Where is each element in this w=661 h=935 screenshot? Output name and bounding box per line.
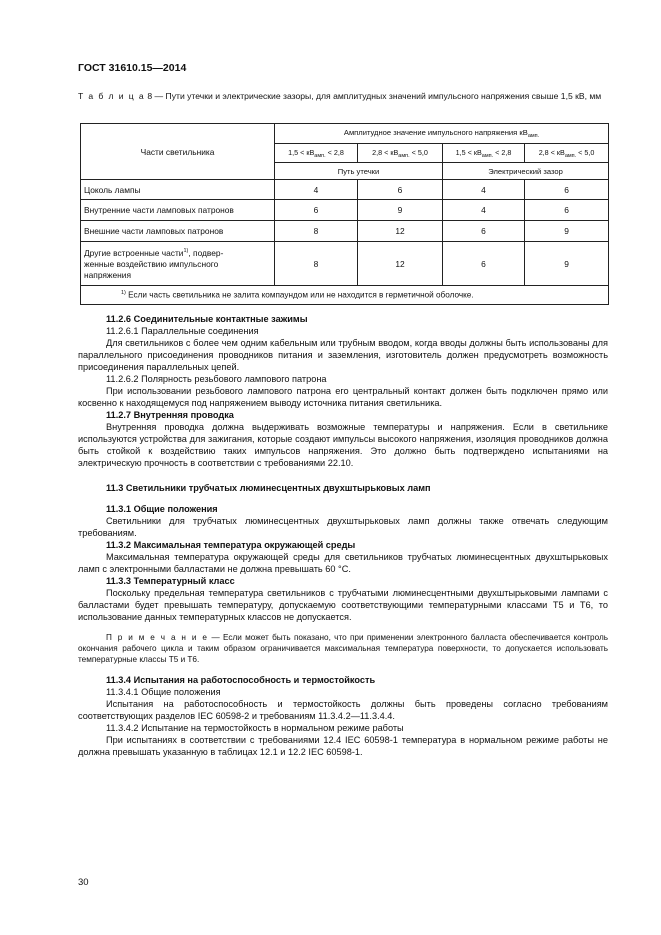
table-caption-text: 8 — Пути утечки и электрические зазоры, для амплитудных значений импульсного напряжения свыше 1,5 кВ, мм [145, 91, 602, 101]
table-row [81, 200, 609, 221]
table-caption [78, 91, 608, 102]
range-4-pre: 2,8 < кВ [538, 147, 565, 157]
row-value: 4 [275, 180, 358, 200]
subsection-heading: 11.3.4.2 Испытание на термостойкость в нормальном режиме работы [106, 723, 404, 733]
section-heading: 11.3.2 Максимальная температура окружающей среды [106, 540, 356, 550]
section-heading: 11.3.3 Температурный класс [106, 576, 235, 586]
paragraph: Испытания на работоспособность и термостойкость должны быть проведены согласно требованиям соответствующих разделов IEC 60598-2 и требованиям 11.3.4.2—11.3.4.4. [78, 699, 608, 721]
group-clearance: Электрический зазор [443, 163, 609, 180]
header-amplitude-unit: кВ [519, 128, 528, 137]
paragraph: Поскольку предельная температура светильников с трубчатыми люминесцентными двухштырьковыми лампами с балластами будет превышать температуру, допускаемую соответствующими температурными классами Т5 и Т6, то использование данных температурных классов не допускается. [78, 588, 608, 622]
note-text: — Если может быть показано, что при применении электронного балласта обеспечивается контроль окончания рабочего цикла и таким образом ограничивается максимальная температура поверхности, то допускается использовать температурные классы Т5 и Т6. [78, 633, 608, 664]
row-value: 4 [443, 200, 525, 221]
page-number: 30 [78, 877, 89, 888]
table-row [81, 221, 609, 242]
table-caption-prefix: Т а б л и ц а [78, 91, 145, 101]
row-part-b: , подвер- [188, 247, 224, 258]
row-part-d: напряжения [84, 269, 132, 280]
row-value: 6 [358, 180, 443, 200]
note [78, 632, 608, 665]
row-value: 9 [525, 221, 609, 242]
range-2-post: < 5,0 [409, 147, 428, 157]
subsection-heading: 11.2.6.1 Параллельные соединения [106, 326, 259, 336]
row-value: 6 [443, 242, 525, 286]
paragraph: При испытаниях в соответствии с требованиями 12.4 IEC 60598-1 температура в нормальном режиме работы не должна превышать указанную в таблицах 12.1 и 12.2 IEC 60598-1. [78, 735, 608, 757]
range-2-sub: амп. [398, 152, 410, 159]
range-4-sub: амп. [564, 152, 577, 159]
row-value: 6 [525, 180, 609, 200]
row-part-footnote-mark: 1) [183, 248, 189, 255]
range-4 [525, 144, 609, 163]
main-text [78, 313, 608, 758]
range-1-post: < 2,8 [325, 147, 344, 157]
paragraph: Светильники для трубчатых люминесцентных двухштырьковых ламп должны также отвечать следующим требованиям. [78, 516, 608, 538]
paragraph: Для светильников с более чем одним кабельным или трубным вводом, когда вводы должны быть использованы для параллельного присоединения проводников питания и заземления, изготовитель должен предусмотреть возможность присоединения параллельных цепей. [78, 338, 608, 372]
row-part: Внешние части ламповых патронов [81, 221, 275, 242]
row-value: 12 [358, 242, 443, 286]
group-creepage: Путь утечки [275, 163, 443, 180]
range-2-pre: 2,8 < кВ [372, 147, 399, 157]
row-part [81, 242, 275, 286]
row-part: Цоколь лампы [81, 180, 275, 200]
creepage-clearance-table [80, 123, 609, 305]
range-3 [443, 144, 525, 163]
range-4-post: < 5,0 [576, 147, 595, 157]
section-heading: 11.2.6 Соединительные контактные зажимы [106, 314, 308, 324]
row-value: 9 [358, 200, 443, 221]
paragraph: Внутренняя проводка должна выдерживать возможные температуры и напряжения. Если в светильнике используются устройства для зажигания, которые создают импульсы высокого напряжения, изоляция проводников должна быть стойкой к воздействию таких импульсов напряжения. Это должно быть подтверждено испытаниями на электрическую прочность в соответствии с требованиями 22.10. [78, 422, 608, 468]
table-footnote [81, 286, 609, 305]
section-heading: 11.3.1 Общие положения [106, 504, 218, 514]
row-value: 6 [443, 221, 525, 242]
footnote-mark: 1) [121, 290, 126, 297]
range-1-pre: 1,5 < кВ [288, 147, 315, 157]
row-value: 9 [525, 242, 609, 286]
paragraph: При использовании резьбового лампового патрона его центральный контакт должен быть подключен прямо или косвенно к находящемуся под напряжением выводу источника питания светильника. [78, 386, 608, 408]
paragraph: Максимальная температура окружающей среды для светильников трубчатых люминесцентных двухштырьковых ламп с электронными балластами не должна превышать 60 °С. [78, 552, 608, 574]
table-row [81, 180, 609, 200]
row-value: 6 [525, 200, 609, 221]
subsection-heading: 11.3.4.1 Общие положения [106, 687, 221, 697]
row-part-c: женные воздействию импульсного [84, 258, 219, 269]
document-code-header: ГОСТ 31610.15—2014 [78, 62, 187, 74]
range-3-pre: 1,5 < кВ [455, 147, 482, 157]
header-amplitude-sub: амп. [527, 133, 540, 139]
note-label: П р и м е ч а н и е [106, 633, 209, 642]
row-part-a: Другие встроенные части [84, 247, 184, 258]
range-3-sub: амп. [481, 152, 494, 159]
header-amplitude [275, 124, 609, 144]
row-value: 6 [275, 200, 358, 221]
range-1 [275, 144, 358, 163]
subsection-heading: 11.2.6.2 Полярность резьбового лампового патрона [106, 374, 327, 384]
section-heading: 11.2.7 Внутренняя проводка [106, 410, 234, 420]
row-value: 8 [275, 242, 358, 286]
header-parts: Части светильника [81, 124, 275, 180]
footnote-text: Если часть светильника не залита компаундом или не находится в герметичной оболочке. [125, 290, 474, 300]
header-amplitude-text: Амплитудное значение импульсного напряжения [343, 128, 518, 137]
section-heading: 11.3 Светильники трубчатых люминесцентных двухштырьковых ламп [106, 483, 431, 493]
table-row [81, 242, 609, 286]
row-value: 12 [358, 221, 443, 242]
range-3-post: < 2,8 [493, 147, 512, 157]
row-value: 8 [275, 221, 358, 242]
range-2 [358, 144, 443, 163]
row-part: Внутренние части ламповых патронов [81, 200, 275, 221]
section-heading: 11.3.4 Испытания на работоспособность и термостойкость [106, 675, 376, 685]
range-1-sub: амп. [314, 152, 326, 159]
row-value: 4 [443, 180, 525, 200]
